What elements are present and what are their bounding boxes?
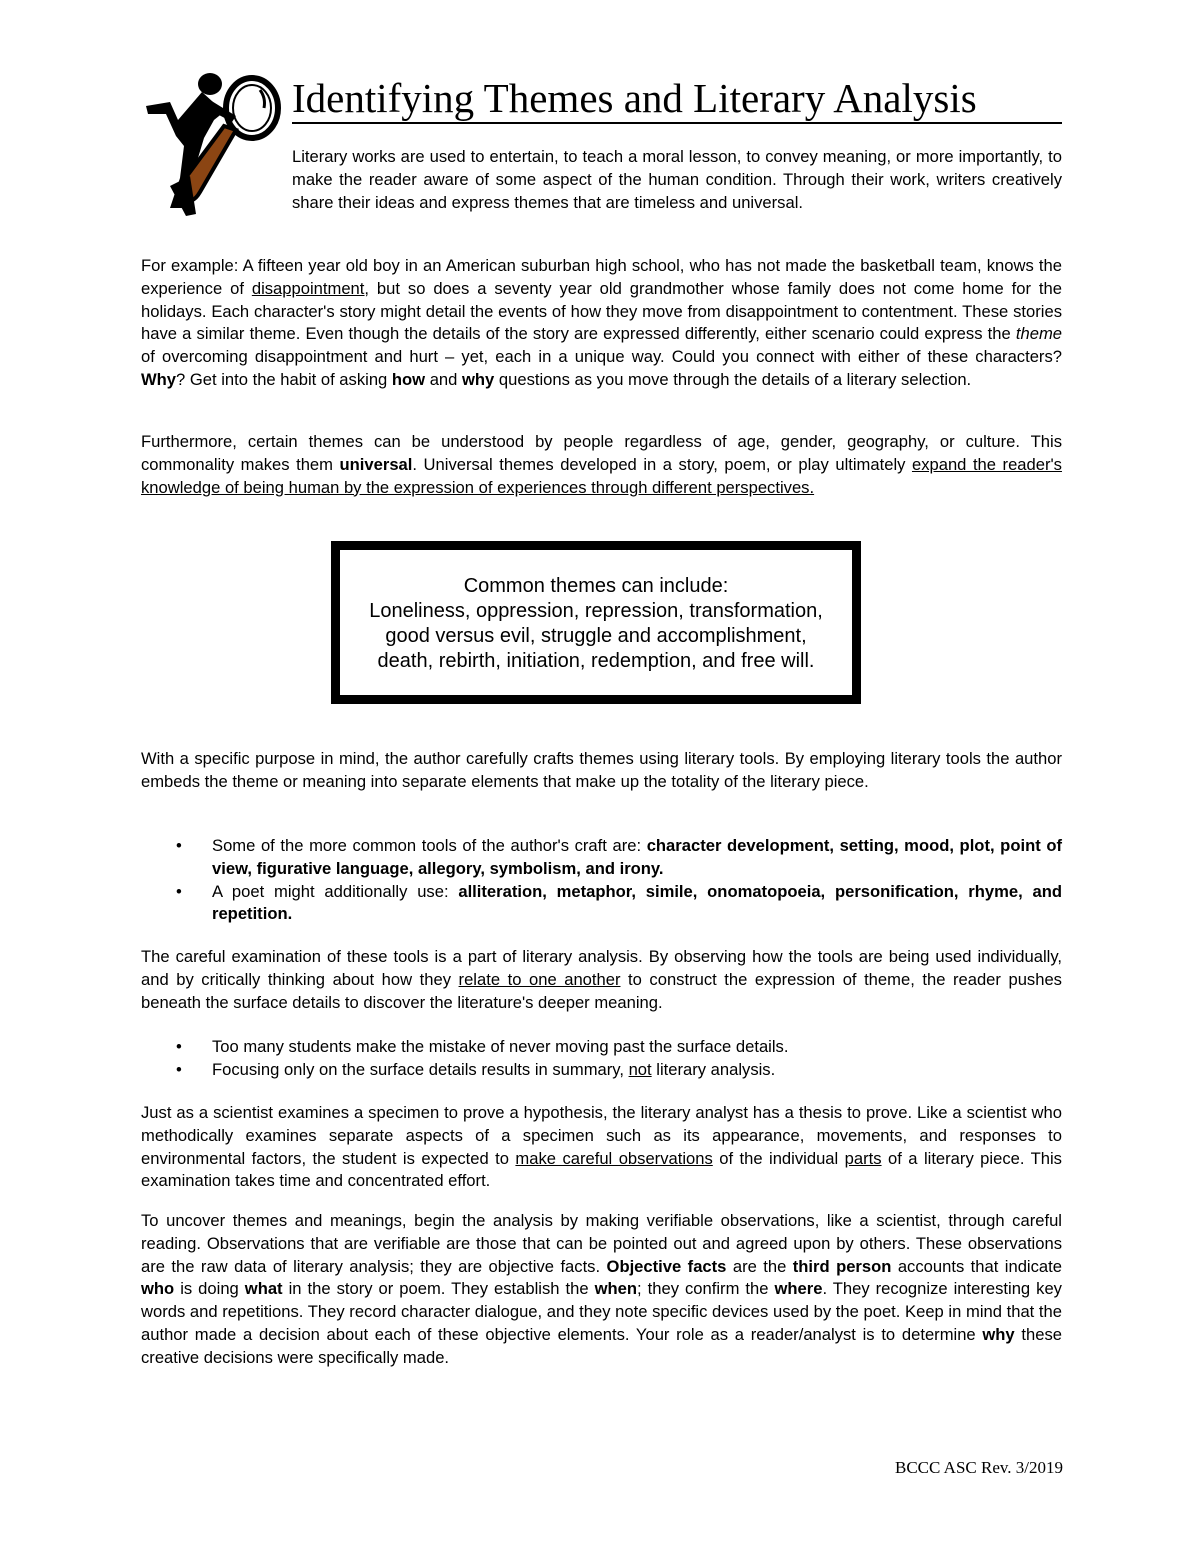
- list-item: • Too many students make the mistake of never moving past the surface details.: [176, 1037, 789, 1056]
- themes-line: good versus evil, struggle and accomplishment,: [385, 625, 807, 647]
- tools-paragraph: With a specific purpose in mind, the author carefully crafts themes using literary tools. By employing literary tools the author embeds the theme or meaning into separate elements that make up the totality of the literary piece.: [141, 749, 1062, 791]
- list-item: • A poet might additionally use: alliteration, metaphor, simile, onomatopoeia, personification, rhyme, and repetition.: [176, 881, 1062, 924]
- analysis-paragraph: The careful examination of these tools is a part of literary analysis. By observing how the tools are being used individually, and by critically thinking about how they relate to one another to construct the expression of theme, the reader pushes beneath the surface details to discover the literature's deeper meaning.: [141, 947, 1062, 1012]
- common-themes-box: [331, 541, 861, 704]
- universal-paragraph: Furthermore, certain themes can be understood by people regardless of age, gender, geography, or culture. This commonality makes them universal. Universal themes developed in a story, poem, or play ultimately expand the reader's knowledge of being human by the expression of experiences through different perspectives.: [141, 432, 1062, 497]
- observations-paragraph: To uncover themes and meanings, begin the analysis by making verifiable observations, like a scientist, through careful reading. Observations that are verifiable are those that can be pointed out and agreed upon by others. These observations are the raw data of literary analysis; they are objective facts. Objective facts are the third person accounts that indicate who is doing what in the story or poem. They establish the when; they confirm the where. They recognize interesting key words and repetitions. They record character dialogue, and they note specific devices used by the poet. Keep in mind that the author made a decision about each of these objective elements. Your role as a reader/analyst is to determine why these creative decisions were specifically made.: [141, 1211, 1062, 1367]
- scientist-paragraph: Just as a scientist examines a specimen to prove a hypothesis, the literary analyst has a thesis to prove. Like a scientist who methodically examines separate aspects of a specimen such as its appearance, movements, and responses to environmental factors, the student is expected to make careful observations of the individual parts of a literary piece. This examination takes time and concentrated effort.: [141, 1103, 1062, 1191]
- list-item: • Focusing only on the surface details results in summary, not literary analysis.: [176, 1059, 776, 1079]
- list-item: • Some of the more common tools of the author's craft are: character development, setting, mood, plot, point of view, figurative language, allegory, symbolism, and irony.: [176, 836, 1062, 878]
- page-title: Identifying Themes and Literary Analysis: [292, 74, 1062, 124]
- revision-footer: BCCC ASC Rev. 3/2019: [895, 1458, 1063, 1477]
- themes-line: death, rebirth, initiation, redemption, and free will.: [377, 650, 815, 672]
- magnifying-glass-figure-icon: [140, 68, 286, 218]
- example-paragraph: For example: A fifteen year old boy in an American suburban high school, who has not made the basketball team, knows the experience of disappointment, but so does a seventy year old grandmother whose family does not come home for the holidays. Each character's story might detail the events of how they move from disappointment to contentment. These stories have a similar theme. Even though the details of the story are expressed differently, either scenario could express the theme of overcoming disappointment and hurt – yet, each in a unique way. Could you connect with either of these characters? Why? Get into the habit of asking how and why questions as you move through the details of a literary selection.: [141, 256, 1062, 389]
- intro-paragraph: Literary works are used to entertain, to teach a moral lesson, to convey meaning, or more importantly, to make the reader aware of some aspect of the human condition. Through their work, writers creatively share their ideas and express themes that are timeless and universal.: [292, 147, 1062, 212]
- tools-list: [141, 835, 1062, 926]
- surface-list: [141, 1036, 1062, 1082]
- themes-heading: Common themes can include:: [463, 575, 729, 597]
- themes-line: Loneliness, oppression, repression, transformation,: [369, 600, 823, 622]
